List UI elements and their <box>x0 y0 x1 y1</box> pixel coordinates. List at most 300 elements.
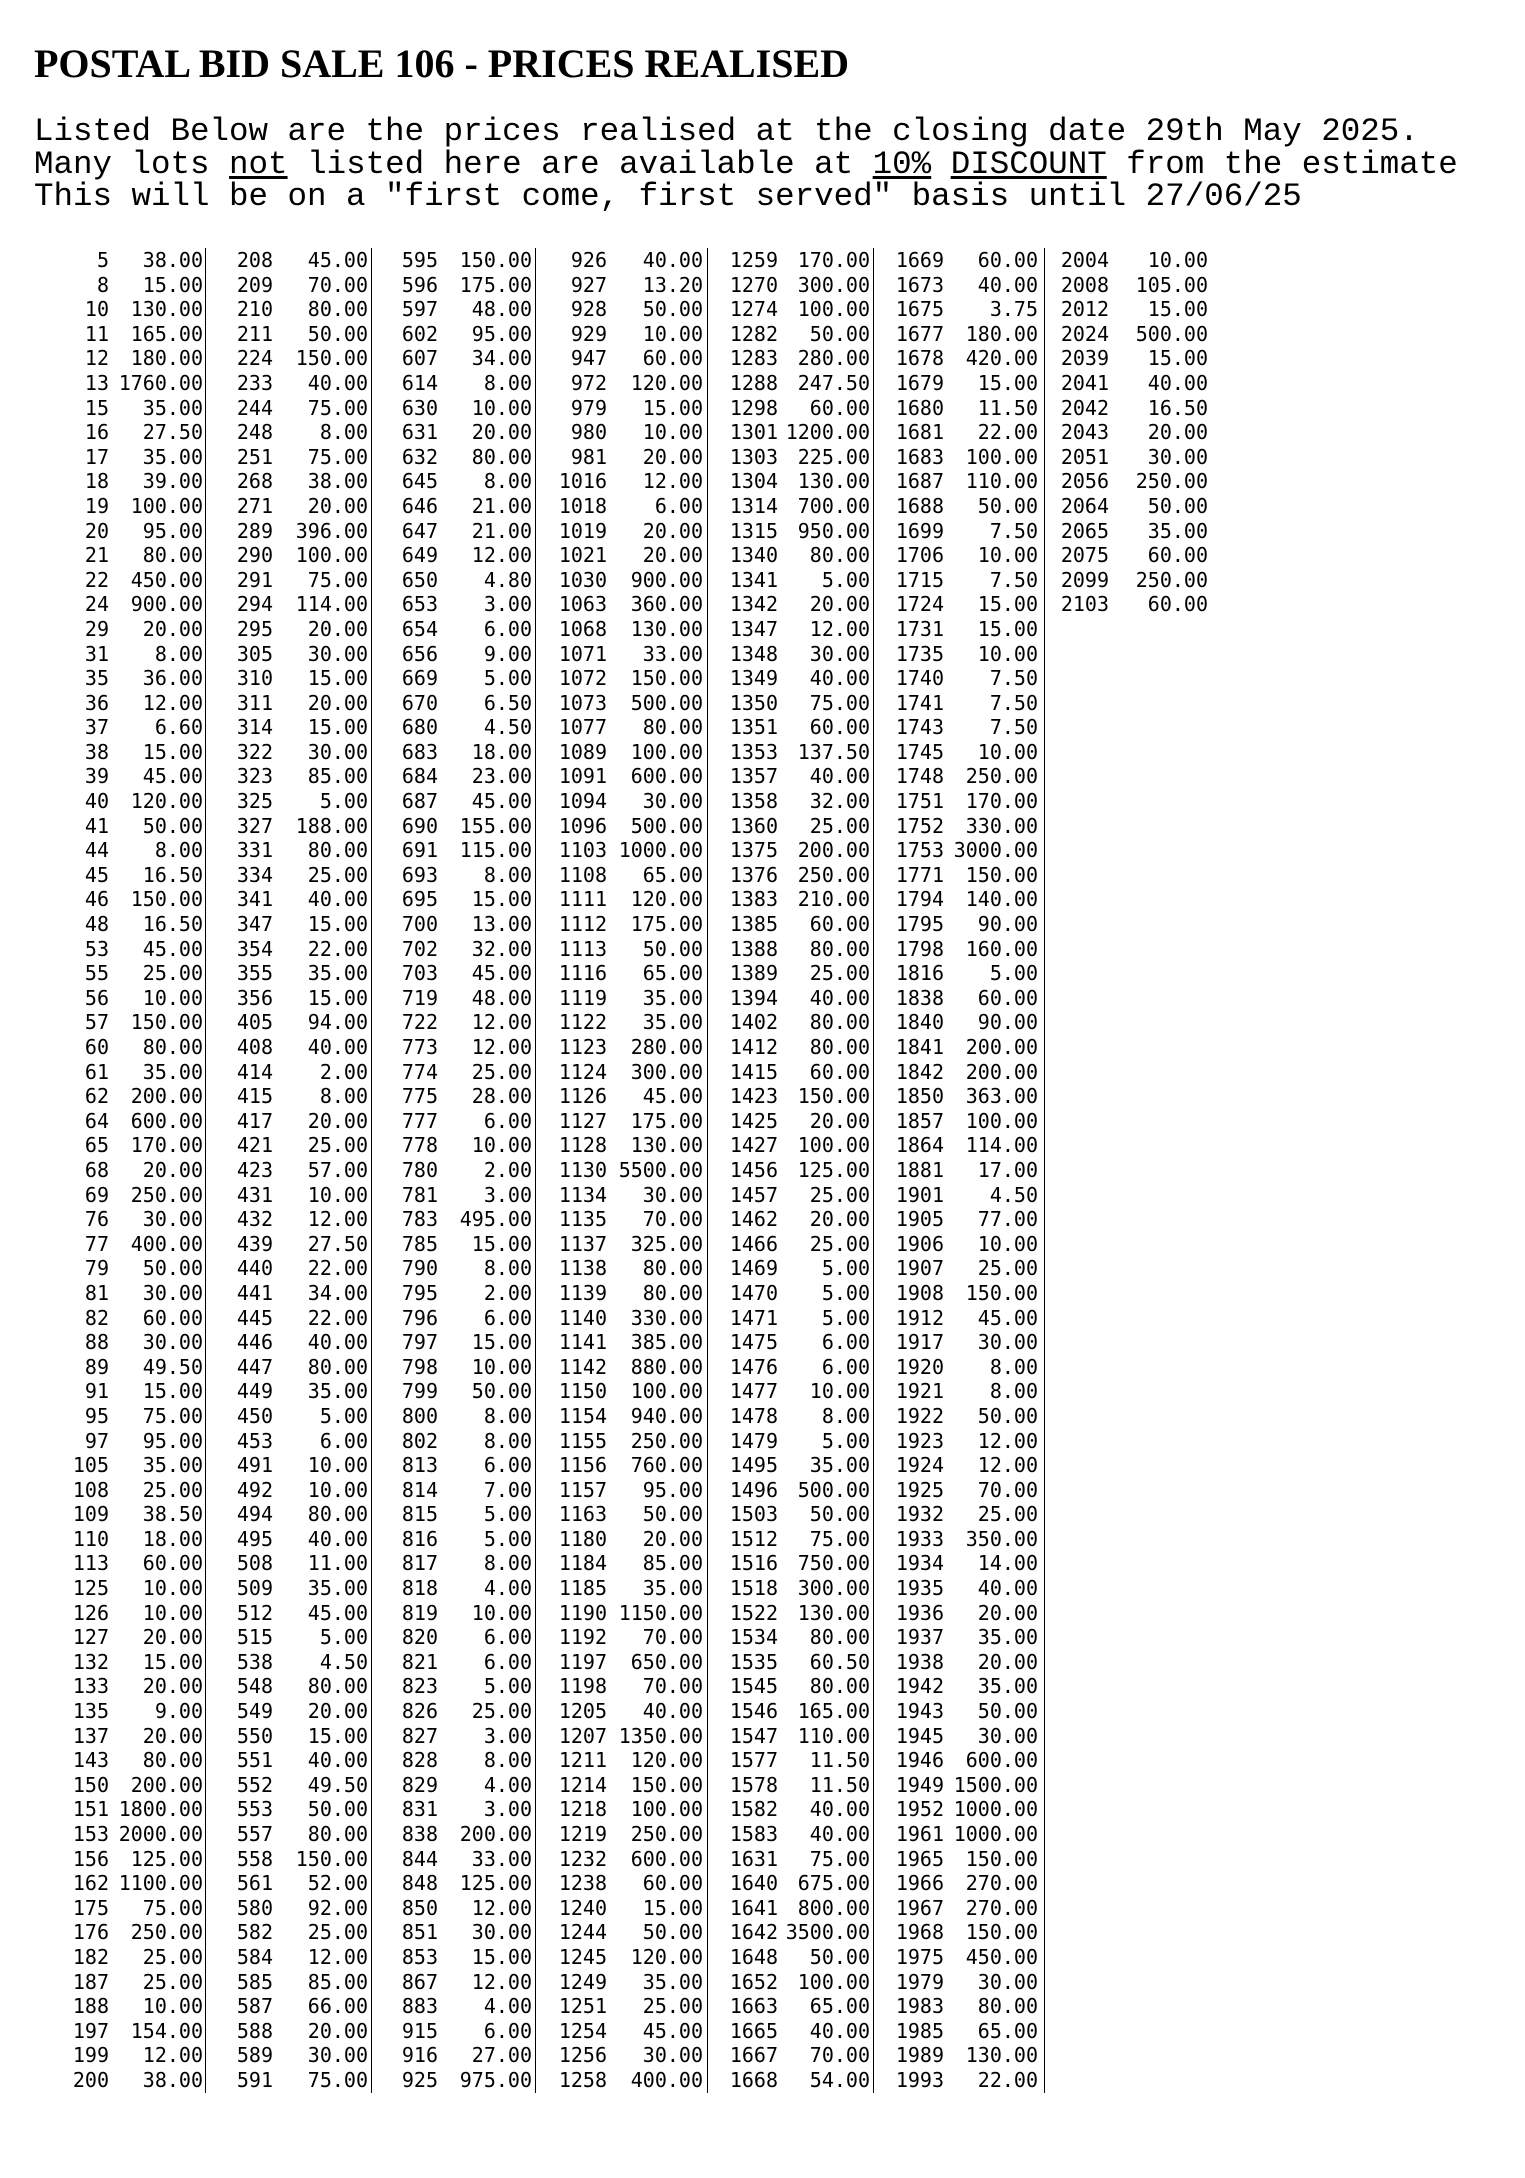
lot-number: 1122 <box>558 1010 607 1035</box>
lot-number: 1456 <box>729 1157 778 1182</box>
lot-number: 291 <box>236 567 273 592</box>
price-value: 650.00 <box>630 1649 703 1674</box>
price-value: 600.00 <box>630 764 703 789</box>
lot-number: 1150 <box>558 1379 607 1404</box>
price-value: 75.00 <box>307 395 368 420</box>
table-row <box>547 1330 707 1355</box>
price-value: 70.00 <box>809 2043 870 2068</box>
lot-number: 1423 <box>729 1084 778 1109</box>
lot-number: 48 <box>84 912 109 937</box>
price-value: 95.00 <box>142 1428 203 1453</box>
price-value: 40.00 <box>307 887 368 912</box>
table-row <box>225 1355 371 1380</box>
price-value: 30.00 <box>642 2043 703 2068</box>
table-row <box>547 519 707 544</box>
table-row <box>884 568 1044 593</box>
price-value: 25.00 <box>809 1182 870 1207</box>
price-value: 175.00 <box>459 272 532 297</box>
table-row <box>718 1330 873 1355</box>
table-row <box>225 986 371 1011</box>
price-value: 600.00 <box>965 1748 1038 1773</box>
price-column-4 <box>547 248 708 2093</box>
lot-number: 1141 <box>558 1330 607 1355</box>
lot-number: 1663 <box>729 1994 778 2019</box>
price-value: 2000.00 <box>118 1822 203 1846</box>
lot-number: 1547 <box>729 1723 778 1748</box>
price-value: 100.00 <box>630 1379 703 1404</box>
table-row <box>547 789 707 814</box>
table-row <box>390 568 535 593</box>
table-row <box>547 617 707 642</box>
table-row <box>718 1773 873 1798</box>
lot-number: 703 <box>401 961 438 986</box>
lot-number: 1071 <box>558 641 607 666</box>
table-row <box>225 715 371 740</box>
table-row <box>390 1453 535 1478</box>
lot-number: 17 <box>84 444 109 469</box>
table-row <box>390 1281 535 1306</box>
table-row <box>547 764 707 789</box>
lot-number: 798 <box>401 1354 438 1379</box>
table-row <box>225 642 371 667</box>
table-row <box>884 1084 1044 1109</box>
lot-number: 980 <box>570 420 607 445</box>
lot-number: 95 <box>84 1403 109 1428</box>
lot-number: 1207 <box>558 1723 607 1748</box>
price-value: 10.00 <box>471 1600 532 1625</box>
lot-number: 10 <box>84 297 109 322</box>
table-row <box>60 1527 205 1552</box>
table-row <box>225 937 371 962</box>
table-row <box>718 838 873 863</box>
intro-text-segment <box>931 146 951 183</box>
lot-number: 1881 <box>895 1157 944 1182</box>
lot-number: 831 <box>401 1797 438 1822</box>
price-value: 12.00 <box>809 616 870 641</box>
price-value: 22.00 <box>307 936 368 961</box>
table-row <box>547 248 707 273</box>
lot-number: 1681 <box>895 420 944 445</box>
price-value: 280.00 <box>630 1035 703 1059</box>
price-value: 700.00 <box>797 493 870 518</box>
lot-number: 2064 <box>1060 493 1109 518</box>
table-row <box>1054 445 1214 470</box>
table-row <box>718 1748 873 1773</box>
lot-number: 1642 <box>729 1920 778 1945</box>
price-value: 10.00 <box>142 1994 203 2019</box>
table-row <box>718 937 873 962</box>
price-value: 940.00 <box>630 1403 703 1428</box>
lot-number: 133 <box>72 1674 109 1699</box>
price-value: 7.50 <box>989 567 1038 592</box>
lot-number: 1578 <box>729 1772 778 1797</box>
price-value: 50.00 <box>142 1256 203 1281</box>
table-row <box>884 346 1044 371</box>
price-value: 40.00 <box>307 370 368 395</box>
lot-number: 57 <box>84 1010 109 1035</box>
price-value: 50.00 <box>642 936 703 961</box>
table-row <box>1054 371 1214 396</box>
price-value: 50.00 <box>809 1944 870 1969</box>
price-value: 360.00 <box>630 592 703 617</box>
table-row <box>60 1502 205 1527</box>
price-value: 200.00 <box>797 838 870 863</box>
price-value: 12.00 <box>471 543 532 568</box>
lot-number: 1534 <box>729 1625 778 1650</box>
price-value: 11.50 <box>809 1748 870 1773</box>
table-row <box>718 986 873 1011</box>
table-row <box>225 1010 371 1035</box>
price-value: 100.00 <box>965 1108 1038 1133</box>
price-value: 15.00 <box>307 1723 368 1748</box>
lot-number: 690 <box>401 813 438 838</box>
table-row <box>547 838 707 863</box>
lot-number: 1673 <box>895 272 944 297</box>
price-value: 25.00 <box>142 1477 203 1502</box>
table-row <box>390 740 535 765</box>
price-value: 50.00 <box>977 1403 1038 1428</box>
price-value: 34.00 <box>307 1280 368 1305</box>
table-row <box>884 420 1044 445</box>
price-value: 450.00 <box>130 567 203 592</box>
lot-number: 1348 <box>729 641 778 666</box>
page-title: POSTAL BID SALE 106 - PRICES REALISED <box>34 41 850 86</box>
price-value: 80.00 <box>471 444 532 469</box>
price-value: 34.00 <box>471 346 532 371</box>
lot-number: 1301 <box>729 420 778 445</box>
lot-number: 295 <box>236 616 273 641</box>
table-row <box>390 1896 535 1921</box>
table-row <box>390 1994 535 2019</box>
lot-number: 334 <box>236 862 273 887</box>
price-value: 35.00 <box>642 1969 703 1994</box>
lot-number: 553 <box>236 1797 273 1822</box>
table-row <box>1054 543 1214 568</box>
table-row <box>390 1207 535 1232</box>
price-value: 65.00 <box>642 961 703 986</box>
table-row <box>884 1035 1044 1060</box>
lot-number: 1068 <box>558 616 607 641</box>
table-row <box>1054 273 1214 298</box>
lot-number: 55 <box>84 961 109 986</box>
price-value: 120.00 <box>630 370 703 395</box>
table-row <box>718 1035 873 1060</box>
price-value: 35.00 <box>142 1059 203 1084</box>
table-row <box>718 1551 873 1576</box>
price-value: 5.00 <box>319 789 368 814</box>
lot-number: 795 <box>401 1280 438 1305</box>
price-value: 100.00 <box>130 493 203 518</box>
price-value: 20.00 <box>977 1600 1038 1625</box>
table-row <box>225 297 371 322</box>
table-row <box>390 543 535 568</box>
table-row <box>60 863 205 888</box>
table-row <box>718 1256 873 1281</box>
lot-number: 1157 <box>558 1477 607 1502</box>
price-value: 155.00 <box>459 813 532 838</box>
lot-number: 538 <box>236 1649 273 1674</box>
table-row <box>390 1625 535 1650</box>
lot-number: 1232 <box>558 1846 607 1871</box>
table-row <box>60 715 205 740</box>
lot-number: 2012 <box>1060 297 1109 322</box>
lot-number: 1251 <box>558 1994 607 2019</box>
lot-number: 1139 <box>558 1280 607 1305</box>
lot-number: 1699 <box>895 518 944 543</box>
lot-number: 1415 <box>729 1059 778 1084</box>
lot-number: 1840 <box>895 1010 944 1035</box>
table-row <box>60 740 205 765</box>
price-value: 40.00 <box>809 1822 870 1846</box>
lot-number: 1477 <box>729 1379 778 1404</box>
price-value: 20.00 <box>809 1108 870 1133</box>
table-row <box>60 1355 205 1380</box>
price-value: 11.00 <box>307 1551 368 1576</box>
lot-number: 2065 <box>1060 518 1109 543</box>
table-row <box>60 568 205 593</box>
price-value: 35.00 <box>307 1576 368 1601</box>
table-row <box>547 642 707 667</box>
lot-number: 928 <box>570 297 607 322</box>
price-value: 11.50 <box>977 395 1038 420</box>
table-row <box>60 1822 205 1847</box>
lot-number: 1906 <box>895 1231 944 1256</box>
lot-number: 797 <box>401 1330 438 1355</box>
lot-number: 356 <box>236 985 273 1010</box>
price-value: 8.00 <box>319 420 368 445</box>
lot-number: 783 <box>401 1207 438 1232</box>
lot-number: 323 <box>236 764 273 789</box>
price-value: 30.00 <box>307 2043 368 2068</box>
lot-number: 1753 <box>895 838 944 863</box>
price-value: 130.00 <box>130 297 203 322</box>
lot-number: 1184 <box>558 1551 607 1576</box>
lot-number: 143 <box>72 1748 109 1773</box>
price-value: 15.00 <box>977 370 1038 395</box>
table-row <box>225 1158 371 1183</box>
lot-number: 1358 <box>729 789 778 814</box>
price-value: 35.00 <box>307 1379 368 1404</box>
price-value: 80.00 <box>142 543 203 568</box>
table-row <box>60 1207 205 1232</box>
table-row <box>1054 420 1214 445</box>
intro-text-segment: Many lots <box>34 145 230 183</box>
table-row <box>390 617 535 642</box>
price-value: 75.00 <box>307 444 368 469</box>
price-value: 12.00 <box>977 1453 1038 1478</box>
lot-number: 1979 <box>895 1969 944 1994</box>
table-row <box>718 1920 873 1945</box>
lot-number: 818 <box>401 1576 438 1601</box>
table-row <box>884 1256 1044 1281</box>
table-row <box>718 371 873 396</box>
price-value: 6.00 <box>319 1428 368 1453</box>
table-row <box>718 1084 873 1109</box>
table-row <box>884 1355 1044 1380</box>
price-value: 65.00 <box>977 2018 1038 2043</box>
lot-number: 1142 <box>558 1354 607 1379</box>
table-row <box>884 1133 1044 1158</box>
table-row <box>225 1379 371 1404</box>
price-value: 420.00 <box>965 346 1038 371</box>
lot-number: 1030 <box>558 567 607 592</box>
price-value: 5.00 <box>821 1428 870 1453</box>
price-value: 6.00 <box>483 1625 532 1650</box>
table-row <box>225 1183 371 1208</box>
table-row <box>225 1625 371 1650</box>
lot-number: 1108 <box>558 862 607 887</box>
table-row <box>225 1797 371 1822</box>
price-column-6 <box>884 248 1045 2093</box>
table-row <box>60 1970 205 1995</box>
price-value: 45.00 <box>642 1084 703 1109</box>
table-row <box>225 469 371 494</box>
price-value: 12.00 <box>307 1207 368 1232</box>
lot-number: 1091 <box>558 764 607 789</box>
lot-number: 1920 <box>895 1354 944 1379</box>
table-row <box>390 1920 535 1945</box>
price-value: 40.00 <box>642 248 703 272</box>
lot-number: 24 <box>84 592 109 617</box>
price-value: 3.00 <box>483 1723 532 1748</box>
table-row <box>718 1109 873 1134</box>
price-value: 15.00 <box>471 1944 532 1969</box>
lot-number: 1936 <box>895 1600 944 1625</box>
price-value: 12.00 <box>642 469 703 494</box>
lot-number: 645 <box>401 469 438 494</box>
price-value: 10.00 <box>471 395 532 420</box>
lot-number: 1841 <box>895 1035 944 1059</box>
lot-number: 1376 <box>729 862 778 887</box>
price-value: 12.00 <box>471 1895 532 1920</box>
table-row <box>718 420 873 445</box>
table-row <box>390 346 535 371</box>
price-value: 30.00 <box>307 739 368 764</box>
price-value: 38.00 <box>142 248 203 272</box>
lot-number: 550 <box>236 1723 273 1748</box>
table-row <box>547 937 707 962</box>
lot-number: 1073 <box>558 690 607 715</box>
table-row <box>390 445 535 470</box>
lot-number: 305 <box>236 641 273 666</box>
price-value: 50.00 <box>977 1699 1038 1724</box>
table-row <box>390 371 535 396</box>
table-row <box>547 1699 707 1724</box>
table-row <box>884 1306 1044 1331</box>
lot-number: 199 <box>72 2043 109 2068</box>
price-value: 40.00 <box>809 764 870 789</box>
table-row <box>390 1502 535 1527</box>
price-value: 80.00 <box>307 1354 368 1379</box>
table-row <box>547 1871 707 1896</box>
table-row <box>884 543 1044 568</box>
lot-number: 1583 <box>729 1822 778 1846</box>
lot-number: 1077 <box>558 715 607 740</box>
price-value: 1800.00 <box>118 1797 203 1822</box>
table-row <box>60 1576 205 1601</box>
lot-number: 11 <box>84 321 109 346</box>
price-value: 8.00 <box>483 1551 532 1576</box>
lot-number: 1921 <box>895 1379 944 1404</box>
lot-number: 1340 <box>729 543 778 568</box>
lot-number: 815 <box>401 1502 438 1527</box>
lot-number: 1375 <box>729 838 778 863</box>
table-row <box>884 273 1044 298</box>
price-value: 4.00 <box>483 1994 532 2019</box>
table-row <box>884 322 1044 347</box>
price-value: 200.00 <box>130 1772 203 1797</box>
table-row <box>718 2019 873 2044</box>
table-row <box>390 1158 535 1183</box>
table-row <box>547 396 707 421</box>
table-row <box>225 666 371 691</box>
lot-number: 680 <box>401 715 438 740</box>
price-value: 40.00 <box>977 1576 1038 1601</box>
price-value: 10.00 <box>307 1453 368 1478</box>
price-value: 38.00 <box>142 2067 203 2092</box>
price-value: 105.00 <box>1135 272 1208 297</box>
underlined-discount: DISCOUNT <box>950 145 1107 183</box>
table-row <box>60 814 205 839</box>
price-value: 21.00 <box>471 493 532 518</box>
price-value: 150.00 <box>630 666 703 691</box>
price-value: 17.00 <box>977 1157 1038 1182</box>
price-value: 15.00 <box>307 715 368 740</box>
lot-number: 2075 <box>1060 543 1109 568</box>
price-value: 80.00 <box>307 1674 368 1699</box>
table-row <box>884 1232 1044 1257</box>
lot-number: 1205 <box>558 1699 607 1724</box>
lot-number: 2008 <box>1060 272 1109 297</box>
lot-number: 867 <box>401 1969 438 1994</box>
lot-number: 669 <box>401 666 438 691</box>
lot-number: 853 <box>401 1944 438 1969</box>
lot-number: 509 <box>236 1576 273 1601</box>
price-value: 200.00 <box>965 1059 1038 1084</box>
price-value: 50.00 <box>809 321 870 346</box>
table-row <box>718 543 873 568</box>
price-value: 400.00 <box>630 2067 703 2092</box>
table-row <box>547 814 707 839</box>
price-value: 385.00 <box>630 1330 703 1355</box>
lot-number: 79 <box>84 1256 109 1281</box>
table-row <box>1054 248 1214 273</box>
lot-number: 354 <box>236 936 273 961</box>
price-value: 1150.00 <box>618 1600 703 1625</box>
price-value: 247.50 <box>797 370 870 395</box>
price-value: 10.00 <box>1147 248 1208 272</box>
price-value: 30.00 <box>142 1330 203 1355</box>
table-row <box>225 1084 371 1109</box>
lot-number: 802 <box>401 1428 438 1453</box>
lot-number: 1641 <box>729 1895 778 1920</box>
lot-number: 2041 <box>1060 370 1109 395</box>
price-value: 30.00 <box>809 641 870 666</box>
price-value: 40.00 <box>307 1330 368 1355</box>
price-value: 60.00 <box>977 985 1038 1010</box>
lot-number: 1751 <box>895 789 944 814</box>
lot-number: 1922 <box>895 1403 944 1428</box>
lot-number: 1640 <box>729 1871 778 1896</box>
table-row <box>884 469 1044 494</box>
price-value: 94.00 <box>307 1010 368 1035</box>
lot-number: 1842 <box>895 1059 944 1084</box>
price-value: 35.00 <box>142 1453 203 1478</box>
table-row <box>225 1404 371 1429</box>
price-value: 3.00 <box>483 1797 532 1822</box>
price-value: 330.00 <box>630 1305 703 1330</box>
price-value: 35.00 <box>977 1625 1038 1650</box>
